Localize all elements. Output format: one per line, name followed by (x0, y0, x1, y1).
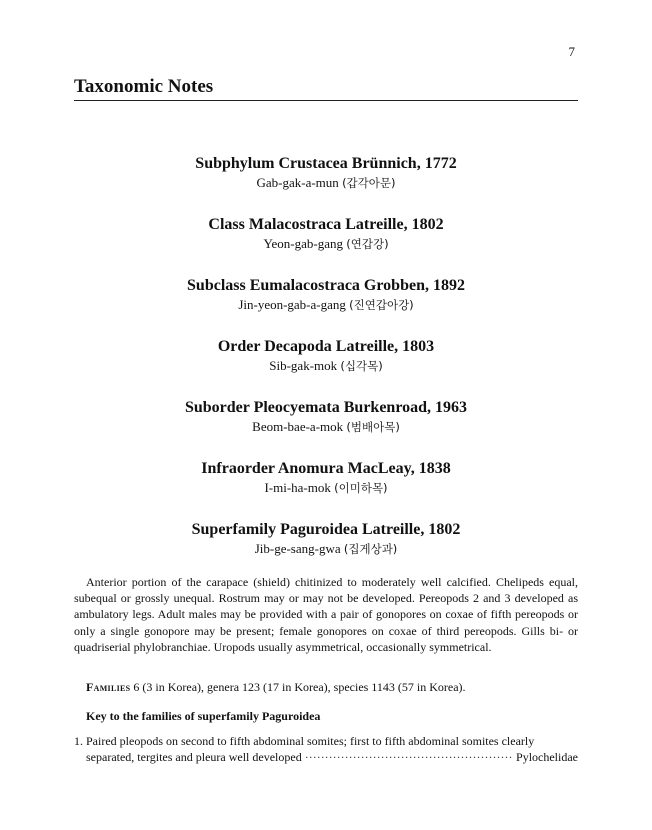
taxon-korean-name (74, 296, 578, 314)
families-label: Families (86, 680, 131, 694)
taxon-romanized: Jib-ge-sang-gwa (254, 541, 341, 556)
key-entry-result: Pylochelidae (516, 750, 578, 764)
key-entry-line (74, 733, 578, 749)
taxon-infraorder (74, 459, 578, 520)
key-entry (74, 733, 578, 765)
key-entry-number: 1. (74, 734, 83, 748)
key-entry-text-continued: separated, tergites and pleura well developed (86, 750, 302, 764)
taxon-subclass (74, 276, 578, 337)
taxon-name: Infraorder Anomura MacLeay, 1838 (201, 460, 451, 477)
taxon-korean-name (74, 479, 578, 497)
taxon-hangul: (진연갑아강) (349, 298, 414, 312)
taxon-hangul: (집게상과) (343, 542, 398, 556)
key-title: Key to the families of superfamily Paguroidea (86, 709, 321, 723)
key-entry-line (74, 749, 578, 765)
taxon-name: Order Decapoda Latreille, 1803 (217, 338, 435, 355)
taxon-superfamily (74, 520, 578, 581)
taxon-name: Suborder Pleocyemata Burkenroad, 1963 (184, 399, 468, 416)
taxon-suborder (74, 398, 578, 459)
taxon-romanized: Sib-gak-mok (269, 358, 338, 373)
key-entry-text: Paired pleopods on second to fifth abdominal somites; first to fifth abdominal somites clearly (86, 734, 535, 748)
taxon-hangul: (범배아목) (346, 420, 400, 434)
taxon-hangul: (이미하목) (334, 481, 388, 495)
page-number: 7 (568, 44, 575, 59)
taxon-romanized: I-mi-ha-mok (264, 480, 331, 495)
taxon-hangul: (연갑강) (346, 237, 389, 251)
leader-dots (305, 749, 513, 765)
taxon-hangul: (십각목) (340, 359, 383, 373)
taxon-romanized: Gab-gak-a-mun (256, 175, 339, 190)
taxon-romanized: Jin-yeon-gab-a-gang (238, 297, 346, 312)
families-summary (86, 679, 578, 695)
taxon-name: Class Malacostraca Latreille, 1802 (208, 216, 444, 233)
taxon-korean-name (74, 418, 578, 436)
taxon-korean-name (74, 235, 578, 253)
taxon-korean-name (74, 540, 578, 558)
taxon-name: Superfamily Paguroidea Latreille, 1802 (191, 521, 461, 538)
taxon-class (74, 215, 578, 276)
taxon-name: Subclass Eumalacostraca Grobben, 1892 (187, 277, 465, 294)
taxon-romanized: Beom-bae-a-mok (252, 419, 344, 434)
superfamily-description: Anterior portion of the carapace (shield) chitinized to moderately well calcified. Chelipeds equal, subequal or grossly unequal. Rostrum may or may not be developed. Pereopods 2 and 3 developed as ambulatory legs. Adult males may be provided with a pair of gonopores on coxae of fifth pereopods or only a single gonopore may be present; female gonopores on coxae of third pereopods. Gills bi- or quadriserial phylobranchiae. Uropods usually asymmetrical, occasionally symmetrical. (74, 575, 578, 654)
taxon-name: Subphylum Crustacea Brünnich, 1772 (195, 155, 457, 172)
taxon-korean-name (74, 174, 578, 192)
taxon-order (74, 337, 578, 398)
taxon-subphylum (74, 154, 578, 215)
taxon-korean-name (74, 357, 578, 375)
taxon-hierarchy (74, 154, 578, 581)
families-text: 6 (3 in Korea), genera 123 (17 in Korea), species 1143 (57 in Korea). (133, 680, 466, 694)
taxon-romanized: Yeon-gab-gang (263, 236, 343, 251)
section-title: Taxonomic Notes (74, 76, 578, 101)
taxon-hangul: (갑각아문) (342, 176, 396, 190)
